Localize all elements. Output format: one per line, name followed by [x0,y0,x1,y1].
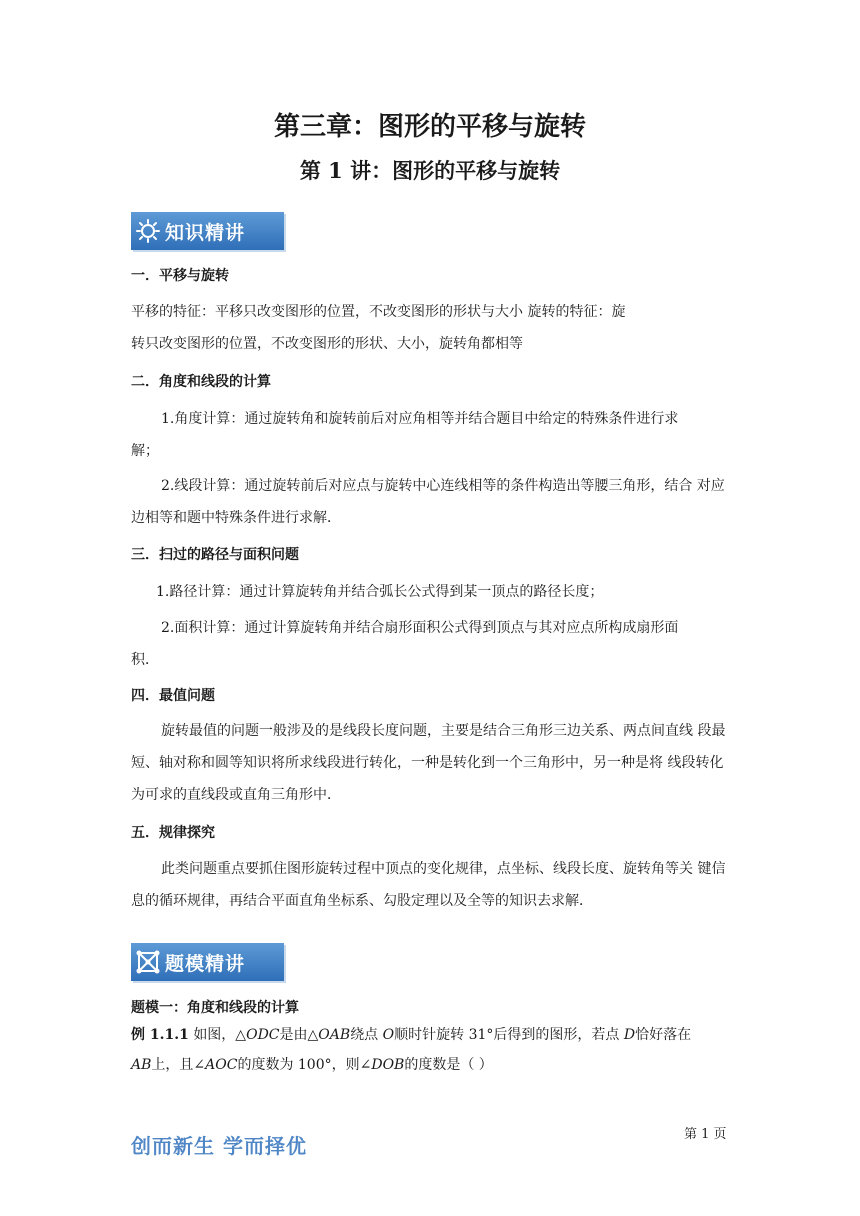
footer-slogan: 创而新生 学而择优 [131,1134,307,1158]
knowledge-banner-label: 知识精讲 [165,221,246,244]
math-var: D [623,1027,636,1043]
chapter-title: 第三章：图形的平移与旋转 [273,112,586,142]
page-number: 第 1 页 [684,1127,727,1142]
paragraph-line: 边相等和题中特殊条件进行求解． [131,510,341,526]
text-run: 上，且∠ [151,1057,206,1073]
lesson-title: 第 1 讲：图形的平移与旋转 [299,158,561,183]
problems-banner [131,943,284,981]
math-var: AOC [205,1057,238,1073]
section-heading: 五．规律探究 [131,825,215,841]
paragraph-line: 转只改变图形的位置，不改变图形的形状、大小，旋转角都相等 [131,336,523,352]
paragraph-line: 息的循环规律，再结合平面直角坐标系、勾股定理以及全等的知识去求解． [131,893,593,909]
section-heading: 二．角度和线段的计算 [131,374,271,390]
problem-line-1 [131,1025,736,1045]
text-run: 的度数为 100°，则∠ [237,1057,372,1073]
math-var: AB [131,1057,152,1073]
text-run: 如图，△ [193,1027,247,1043]
problem-label: 例 1.1.1 [131,1027,189,1043]
paragraph-line: 短、轴对称和圆等知识将所求线段进行转化，一种是转化到一个三角形中，另一种是将 线段转化 [131,755,724,771]
paragraph-line: 为可求的直线段或直角三角形中． [131,787,341,803]
math-var: DOB [371,1057,405,1073]
math-var: OAB [318,1027,351,1043]
network-icon [131,943,165,981]
paragraph-line: 2.线段计算：通过旋转前后对应点与旋转中心连线相等的条件构造出等腰三角形，结合 对应 [161,478,725,494]
paragraph-line: 1.角度计算：通过旋转角和旋转前后对应角相等并结合题目中给定的特殊条件进行求 [161,411,679,427]
problems-banner-label: 题模精讲 [165,952,246,975]
text-run: 绕点 [350,1027,383,1043]
text-run: 是由△ [279,1027,319,1043]
text-run: 顺时针旋转 31°后得到的图形，若点 [394,1027,624,1043]
paragraph-line: 此类问题重点要抓住图形旋转过程中顶点的变化规律，点坐标、线段长度、旋转角等关 键信 [161,861,726,877]
problem-line-2 [131,1055,736,1075]
paragraph-line: 解； [131,443,159,459]
paragraph-line: 平移的特征：平移只改变图形的位置，不改变图形的形状与大小 旋转的特征：旋 [131,304,626,320]
section-heading: 三．扫过的路径与面积问题 [131,547,299,563]
lightbulb-icon [131,212,165,250]
paragraph-line: 1.路径计算：通过计算旋转角并结合弧长公式得到某一顶点的路径长度； [156,584,604,600]
paragraph-line: 2.面积计算：通过计算旋转角并结合扇形面积公式得到顶点与其对应点所构成扇形面 [161,620,679,636]
problem-heading: 题模一：角度和线段的计算 [131,1000,299,1016]
math-var: O [382,1027,395,1043]
paragraph-line: 积． [131,652,159,668]
text-run: 的度数是（ ） [404,1057,493,1073]
math-var: ODC [246,1027,280,1043]
section-heading: 四．最值问题 [131,688,215,704]
knowledge-banner [131,212,284,250]
paragraph-line: 旋转最值的问题一般涉及的是线段长度问题，主要是结合三角形三边关系、两点间直线 段最 [161,723,726,739]
section-heading: 一．平移与旋转 [131,268,229,284]
text-run: 恰好落在 [635,1027,692,1043]
